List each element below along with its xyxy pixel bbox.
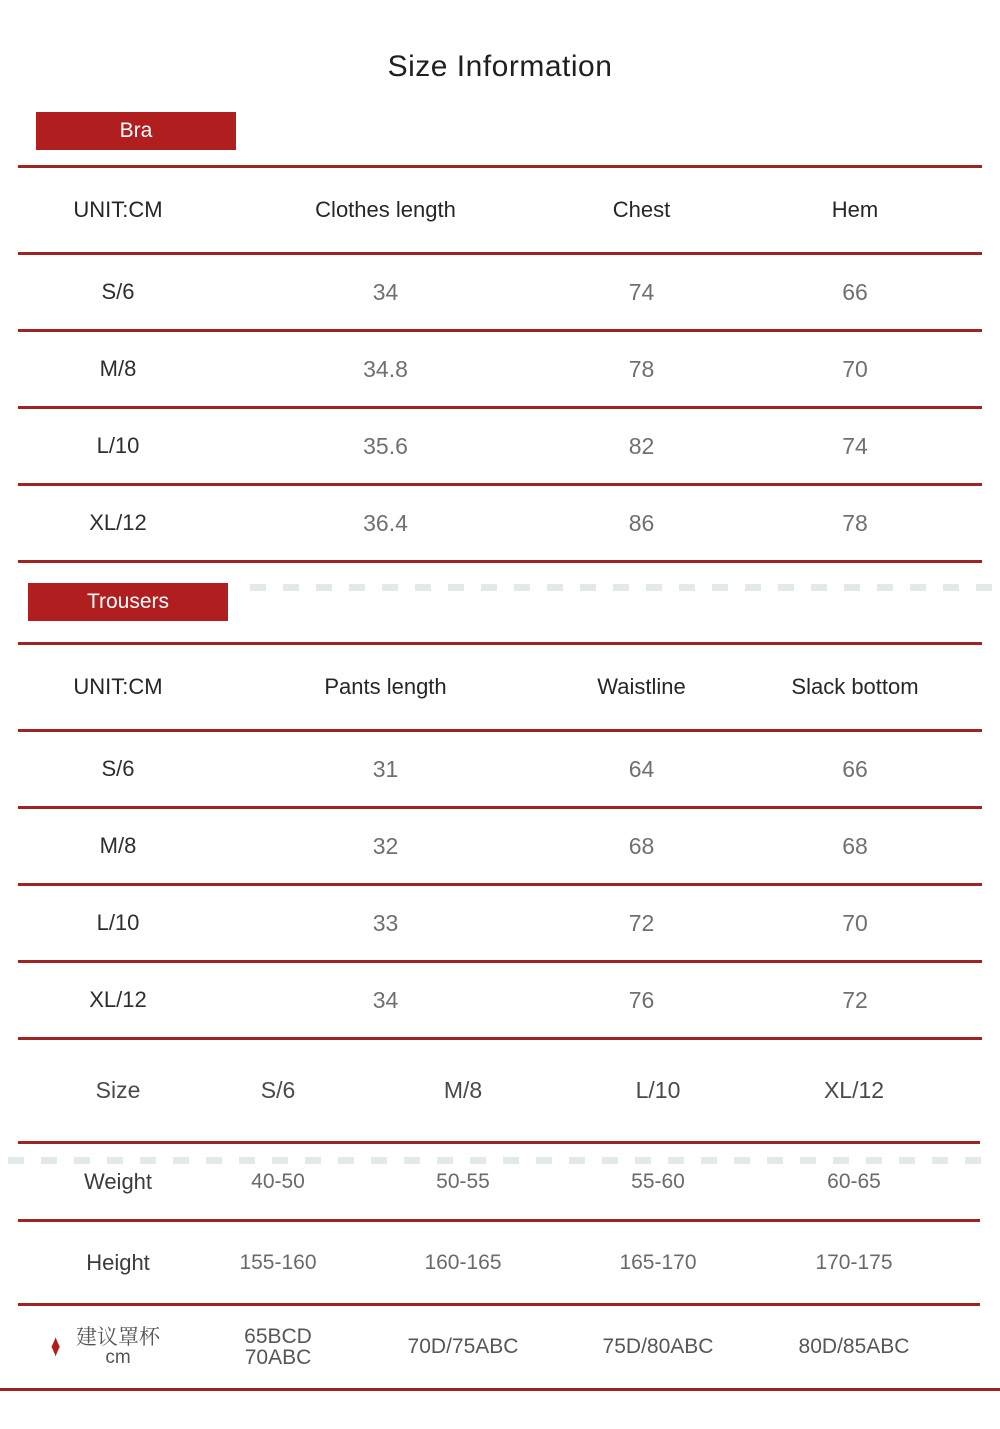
cell-value: 80D/85ABC xyxy=(798,1335,910,1358)
row-label-height: Height xyxy=(86,1249,150,1275)
bra-section-label xyxy=(36,112,236,150)
cell-value: 32 xyxy=(372,832,399,859)
column-header-waistline: Waistline xyxy=(597,674,686,699)
cell-value: 170-175 xyxy=(815,1250,893,1274)
cell-value: 155-160 xyxy=(239,1250,317,1274)
column-header-slack-bottom: Slack bottom xyxy=(791,674,919,699)
cell-value: 74 xyxy=(842,432,868,459)
bottom-divider xyxy=(0,1388,1000,1391)
cell-value: 34 xyxy=(372,986,399,1013)
cell-value: 40-50 xyxy=(251,1169,305,1193)
trousers-header-row xyxy=(18,645,982,732)
cell-value: 64 xyxy=(628,755,655,782)
cell-value: 75D/80ABC xyxy=(602,1335,714,1358)
row-label-suggested-cup xyxy=(18,1327,218,1367)
cell-value: 70 xyxy=(842,909,868,936)
trousers-section-label-text: Trousers xyxy=(86,590,170,613)
cell-value: 78 xyxy=(628,355,655,382)
table-row xyxy=(18,732,982,809)
column-header-m8: M/8 xyxy=(443,1077,483,1103)
bra-header-row xyxy=(18,168,982,255)
bra-size-table xyxy=(18,165,982,563)
cell-value: 34.8 xyxy=(363,355,408,382)
page-title: Size Information xyxy=(387,50,613,83)
cell-value: 31 xyxy=(372,755,399,782)
cell-value: 68 xyxy=(842,832,868,859)
row-size-label: L/10 xyxy=(96,910,140,935)
cell-value: 60-65 xyxy=(827,1169,881,1193)
body-size-table xyxy=(18,1040,980,1388)
cup-value-line1: 65BCD xyxy=(244,1324,312,1348)
height-row xyxy=(18,1222,980,1306)
cell-value: 36.4 xyxy=(363,509,408,536)
diamond-bullet-icon: ♦ xyxy=(50,1328,61,1364)
row-label-weight: Weight xyxy=(83,1168,153,1194)
column-header-clothes-length: Clothes length xyxy=(315,197,456,222)
cell-value: 70 xyxy=(842,355,868,382)
column-header-pants-length: Pants length xyxy=(324,674,447,699)
trousers-section-label xyxy=(28,583,228,621)
table-row xyxy=(18,963,982,1040)
row-size-label: S/6 xyxy=(101,279,135,304)
cell-value: 68 xyxy=(628,832,655,859)
cup-size-row xyxy=(18,1306,980,1388)
trousers-size-table xyxy=(18,642,982,1040)
bra-section-label-text: Bra xyxy=(119,119,153,142)
table-row xyxy=(18,886,982,963)
cell-value: 70D/75ABC xyxy=(407,1335,519,1358)
cell-value: 76 xyxy=(628,986,655,1013)
column-header-chest: Chest xyxy=(612,197,671,222)
cell-value: 55-60 xyxy=(631,1169,685,1193)
column-header-unit: UNIT:CM xyxy=(73,197,163,222)
cup-label-stack xyxy=(76,1327,160,1367)
cup-unit-text: cm xyxy=(105,1347,131,1368)
cell-value: 72 xyxy=(628,909,655,936)
cell-value: 72 xyxy=(842,986,868,1013)
row-size-label: L/10 xyxy=(96,433,140,458)
cell-value: 66 xyxy=(842,278,868,305)
table-row xyxy=(18,809,982,886)
table-row xyxy=(18,409,982,486)
table-row xyxy=(18,255,982,332)
column-header-s6: S/6 xyxy=(260,1077,296,1103)
cup-value-line2: 70ABC xyxy=(244,1346,312,1369)
dashed-divider xyxy=(8,1157,992,1164)
cup-label-text: 建议罩杯 xyxy=(76,1326,160,1349)
cell-value: 66 xyxy=(842,755,868,782)
column-header-l10: L/10 xyxy=(635,1077,681,1103)
body-size-header-row xyxy=(18,1040,980,1144)
cell-value: 78 xyxy=(842,509,868,536)
cell-value: 160-165 xyxy=(424,1250,502,1274)
column-header-size: Size xyxy=(95,1077,141,1103)
table-row xyxy=(18,486,982,563)
row-size-label: S/6 xyxy=(101,756,135,781)
cell-value: 74 xyxy=(628,278,655,305)
cell-value: 34 xyxy=(372,278,399,305)
cell-value: 50-55 xyxy=(436,1169,490,1193)
cell-value: 35.6 xyxy=(363,432,408,459)
column-header-unit: UNIT:CM xyxy=(73,674,163,699)
cell-value: 33 xyxy=(372,909,399,936)
row-size-label: XL/12 xyxy=(89,987,147,1012)
weight-row xyxy=(18,1144,980,1222)
table-row xyxy=(18,332,982,409)
cell-value: 165-170 xyxy=(619,1250,697,1274)
row-size-label: M/8 xyxy=(99,356,137,381)
cell-value: 86 xyxy=(628,509,655,536)
row-size-label: M/8 xyxy=(99,833,137,858)
dashed-divider xyxy=(250,584,992,591)
column-header-hem: Hem xyxy=(831,197,879,222)
cell-value: 82 xyxy=(628,432,655,459)
row-size-label: XL/12 xyxy=(89,510,147,535)
cell-value xyxy=(218,1326,338,1369)
column-header-xl12: XL/12 xyxy=(823,1077,885,1103)
